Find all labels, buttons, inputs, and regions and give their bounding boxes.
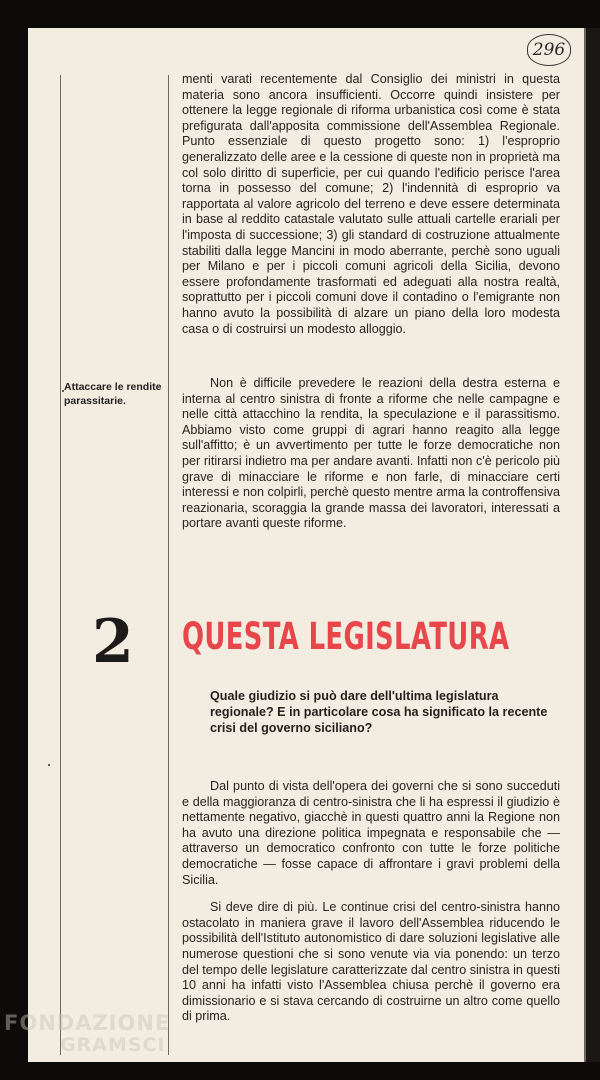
section-title: QUESTA LEGISLATURA [182, 615, 510, 658]
margin-rule-left [60, 75, 61, 1055]
paragraph-rendite: Non è difficile prevedere le reazioni della destra esterna e interna al centro sinistra di fronte a riforme che nelle campagne e nelle città attacchino la rendita, la speculazione e il parassitismo. Abbiamo visto come gruppi di agrari hanno reagito alla legge sull'affitto; è un avvertimento per tutte le forze democratiche non per ritirarsi indietro ma per andare avanti. Infatti non c'è pericolo più grave di minacciare le riforme e non farle, di minacciare certi interessi e non colpirli, perchè questo mentre arma la controffensiva reazionaria, scoraggia la grande massa dei lavoratori, interessati a portare avanti queste riforme. [182, 376, 560, 531]
body-text-rendite [182, 376, 560, 532]
body-text-top [182, 72, 560, 337]
page-number-stamp: 296 [527, 34, 571, 66]
paragraph-urbanistica: menti varati recentemente dal Consiglio dei ministri in questa materia sono ancora insufficienti. Occorre quindi insistere per ottenere la legge regionale di riforma urbanistica così come è stata prefigurata dall'apposita commissione dell'Assemblea Regionale. Punto essenziale di questo progetto sono: 1) l'esproprio generalizzato delle aree e la cessione di queste non in proprietà ma col solo diritto di superficie, per cui quando l'edificio perisce l'area torna in possesso del comune; 2) l'indennità di esproprio va rapportata al valore agricolo del terreno e deve essere determinata in base al reddito catastale valutato sulle attuali cartelle erariali per l'imposta di successione; 3) gli standard di costruzione attualmente stabiliti dalla legge Mancini in modo aberrante, perchè sono uguali per Milano e per i piccoli comuni agricoli della Sicilia, devono essere profondamente trasformati ed adeguati alla nostra realtà, soprattutto per i piccoli comuni dove il contadino o l'emigrante non hanno avuto la possibilità di alzare un piano della loro modesta casa o di costruirsi un modesto alloggio. [182, 72, 560, 336]
interview-question: Quale giudizio si può dare dell'ultima legislatura regionale? E in particolare cosa ha significato la recente crisi del governo siciliano? [210, 689, 548, 735]
paragraph-answer-2: Si deve dire di più. Le continue crisi del centro-sinistra hanno ostacolato in maniera grave il lavoro dell'Assemblea riducendo le possibilità dell'Istituto autonomistico di dare soluzioni legislative alle numerose questioni che si sono venute via via ponendo: un terzo del tempo delle legislature caratterizzate dal centro sinistra in questi 10 anni ha infatti visto l'Assemblea chiusa perchè il governo era dimissionario e si stava cercando di costruirne un altro come quello di prima. [182, 900, 561, 1024]
page-edge [584, 28, 600, 1062]
margin-note: Attaccare le rendite parassitarie. [64, 381, 162, 407]
watermark-line-2: GRAMSCI [60, 1034, 166, 1056]
paragraph-answer-1: Dal punto di vista dell'opera dei governi che si sono succeduti e della maggioranza di centro-sinistra che li ha espressi il giudizio è nettamente negativo, giacchè in questi quattro anni la Regione non ha avuto una direzione politica impegnata e responsabile che — attraverso un democratico confronto con tutte le forze politiche democratiche — fosse capace di affrontare i gravi problemi della Sicilia. [182, 779, 560, 887]
body-text-answer [182, 779, 560, 1025]
section-number: 2 [92, 607, 134, 677]
watermark-line-1: FONDAZIONE [4, 1011, 171, 1035]
margin-dot-2 [48, 764, 50, 766]
margin-rule-right [168, 75, 169, 1055]
